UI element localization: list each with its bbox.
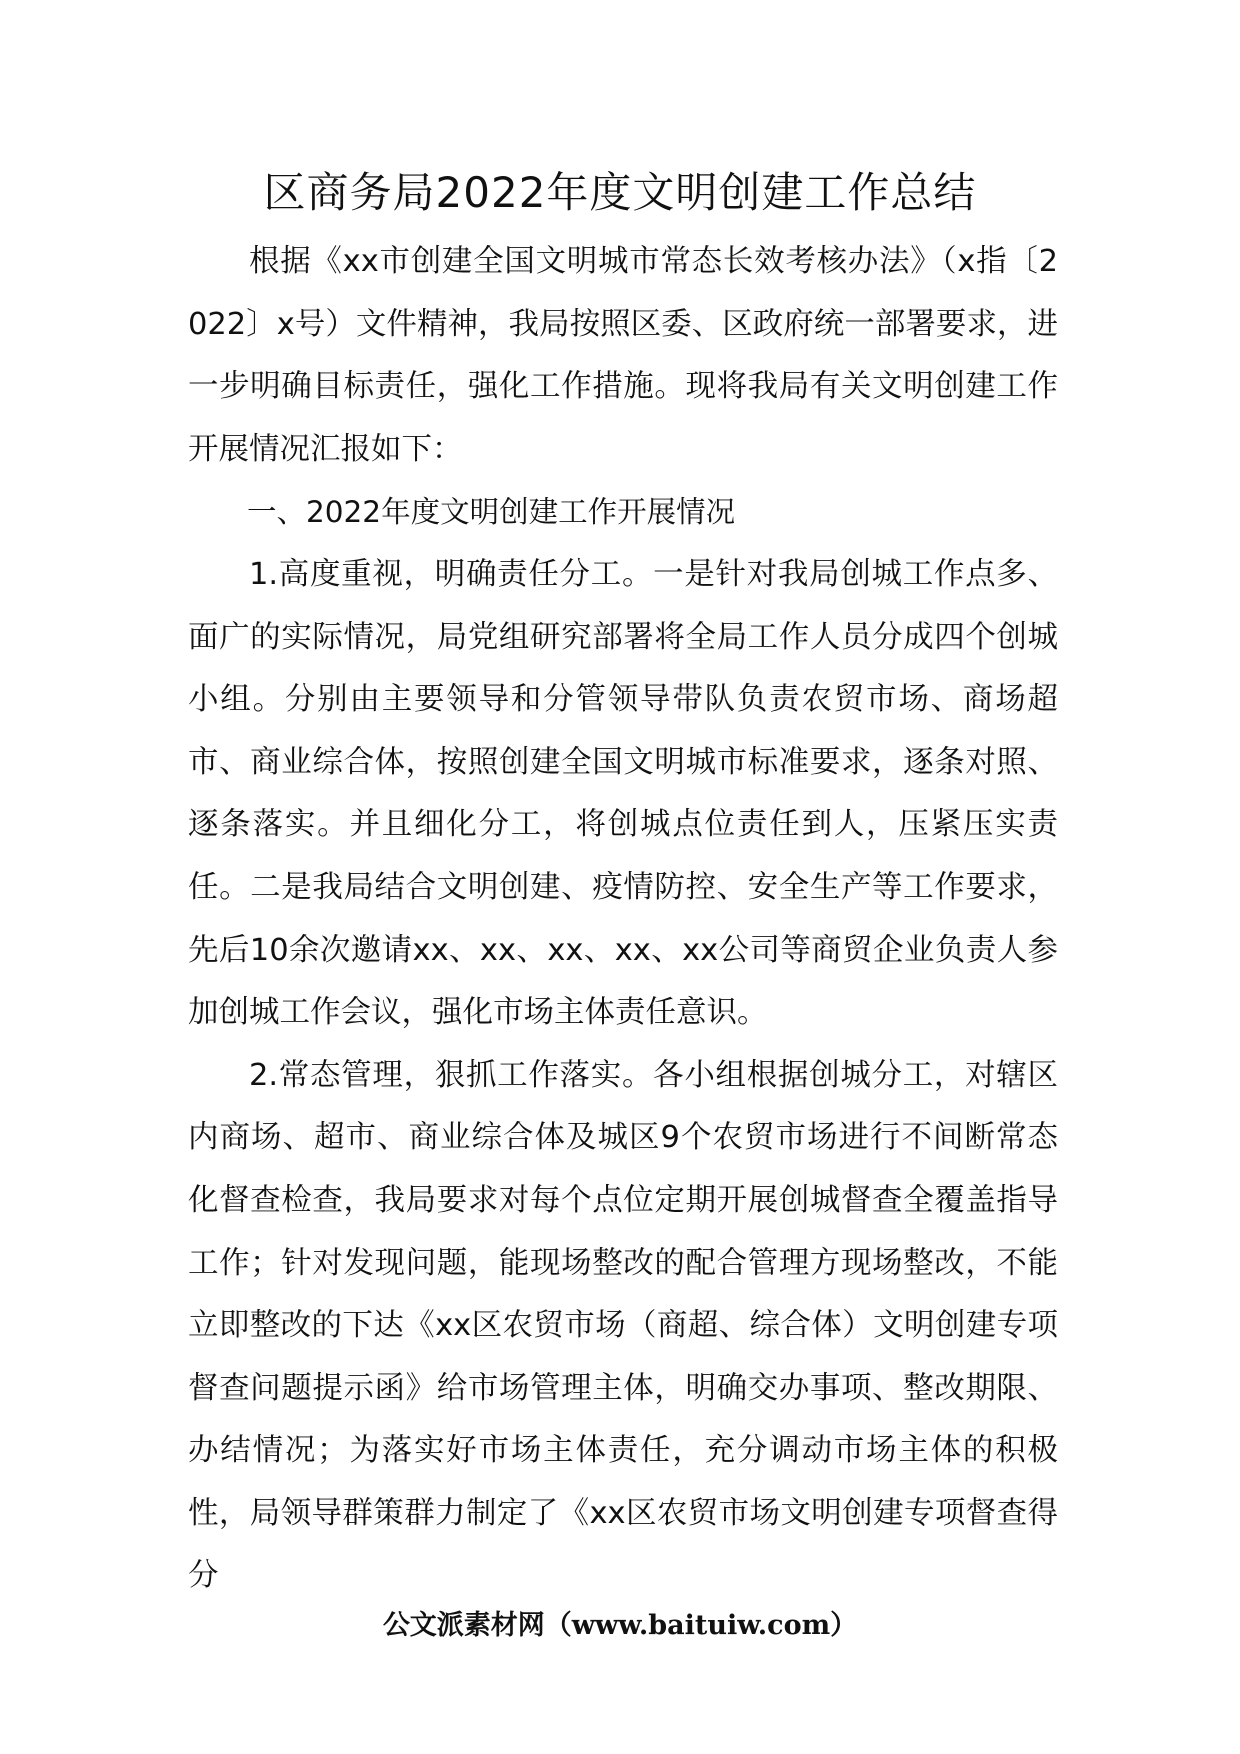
item-paragraph-2: 2.常态管理，狠抓工作落实。各小组根据创城分工，对辖区内商场、超市、商业综合体及城区9个农贸市场进行不间断常态化督查检查，我局要求对每个点位定期开展创城督查全覆盖指导工作；针对发现问题，能现场整改的配合管理方现场整改，不能立即整改的下达《xx区农贸市场（商超、综合体）文明创建专项督查问题提示函》给市场管理主体，明确交办事项、整改期限、办结情况；为落实好市场主体责任，充分调动市场主体的积极性，局领导群策群力制定了《xx区农贸市场文明创建专项督查得分	[188, 1057, 1058, 1594]
intro-paragraph: 根据《xx市创建全国文明城市常态长效考核办法》（x指〔2022〕x号）文件精神，我局按照区委、区政府统一部署要求，进一步明确目标责任，强化工作措施。现将我局有关文明创建工作开展情况汇报如下：	[188, 244, 1058, 467]
footer-watermark: 公文派素材网（www.baituiw.com）	[382, 1610, 858, 1641]
document-title: 区商务局2022年度文明创建工作总结	[263, 168, 977, 217]
section-heading: 一、2022年度文明创建工作开展情况	[247, 495, 736, 530]
item-paragraph-1: 1.高度重视，明确责任分工。一是针对我局创城工作点多、面广的实际情况，局党组研究部署将全局工作人员分成四个创城小组。分别由主要领导和分管领导带队负责农贸市场、商场超市、商业综合体，按照创建全国文明城市标准要求，逐条对照、逐条落实。并且细化分工，将创城点位责任到人，压紧压实责任。二是我局结合文明创建、疫情防控、安全生产等工作要求，先后10余次邀请xx、xx、xx、xx、xx公司等商贸企业负责人参加创城工作会议，强化市场主体责任意识。	[188, 556, 1058, 1031]
document-body	[188, 231, 1058, 1608]
